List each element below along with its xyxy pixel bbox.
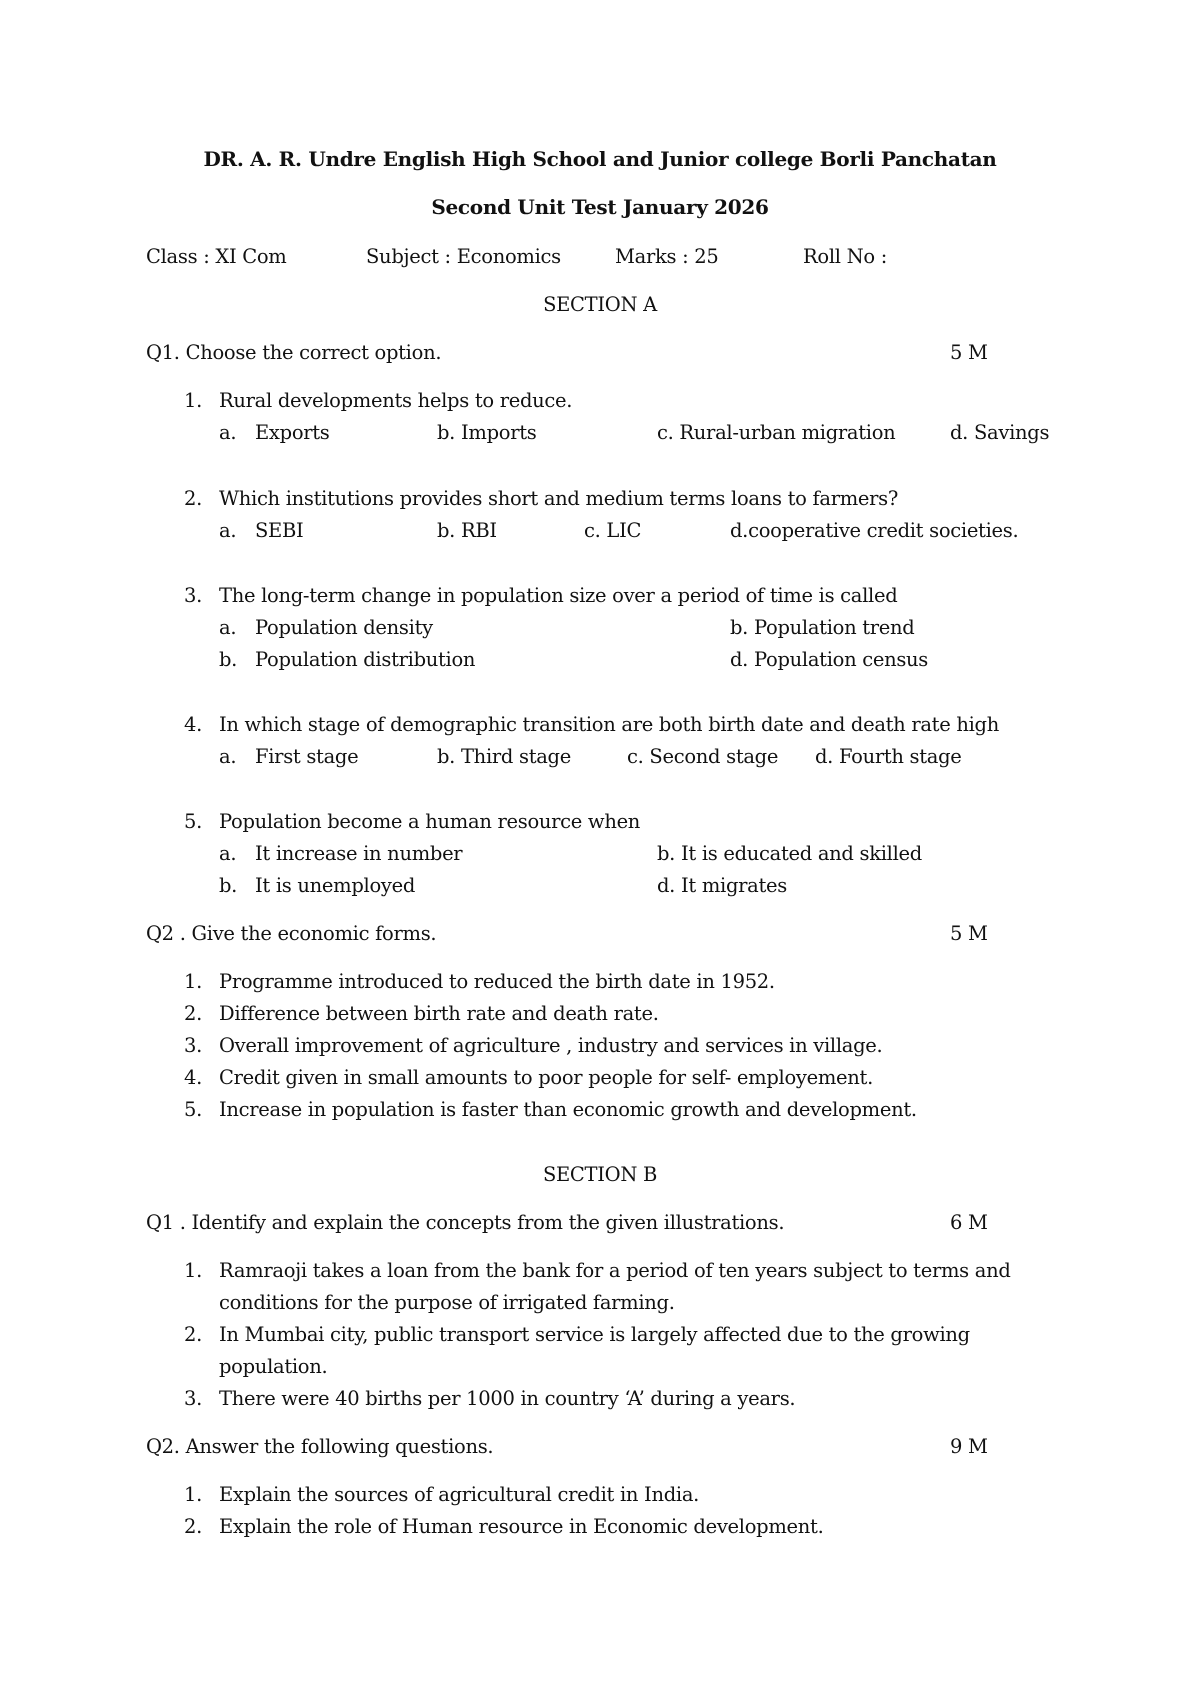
term-5-number: 5. [184,1098,203,1121]
mcq-1-number: 1. [184,389,203,412]
illustration-3-line-1: There were 40 births per 1000 in country ‘A’ during a years. [219,1387,796,1410]
mcq-1-option-a-letter: a. [219,421,237,444]
mcq-1-option-c: c. Rural-urban migration [657,421,896,444]
section-a-q1-marks: 5 M [950,341,988,364]
mcq-4-option-c: c. Second stage [627,745,779,768]
illustration-2-line-1: In Mumbai city, public transport service is largely affected due to the growing [219,1323,970,1346]
exam-title: Second Unit Test January 2026 [431,195,769,219]
section-a-title: SECTION A [543,293,657,316]
section-b-q1-marks: 6 M [950,1211,988,1234]
school-title: DR. A. R. Undre English High School and Junior college Borli Panchatan [203,147,997,171]
mcq-5-option-c-letter: b. [219,874,238,897]
section-a-q2-label: Q2 . Give the economic forms. [146,922,437,945]
mcq-1-question: Rural developments helps to reduce. [219,389,573,412]
mcq-4-option-d: d. Fourth stage [815,745,962,768]
class-label: Class : XI Com [146,245,287,268]
mcq-4-option-b: b. Third stage [437,745,571,768]
term-4-text: Credit given in small amounts to poor people for self- employement. [219,1066,873,1089]
mcq-3-option-c: Population distribution [255,648,476,671]
mcq-4-option-a-letter: a. [219,745,237,768]
mcq-2-option-b: b. RBI [437,519,497,542]
term-2-text: Difference between birth rate and death rate. [219,1002,659,1025]
mcq-2-option-c: c. LIC [584,519,642,542]
mcq-2-option-a-letter: a. [219,519,237,542]
mcq-3-option-a-letter: a. [219,616,237,639]
mcq-2-option-d: d.cooperative credit societies. [730,519,1019,542]
mcq-1-option-d: d. Savings [950,421,1050,444]
question-2-text: Explain the role of Human resource in Economic development. [219,1515,824,1538]
mcq-1-option-b: b. Imports [437,421,537,444]
mcq-3-option-b: b. Population trend [730,616,915,639]
mcq-3-option-a: Population density [255,616,433,639]
term-3-number: 3. [184,1034,203,1057]
term-1-text: Programme introduced to reduced the birth date in 1952. [219,970,775,993]
mcq-3-question: The long-term change in population size over a period of time is called [219,584,898,607]
question-1-number: 1. [184,1483,203,1506]
mcq-1-option-a: Exports [255,421,330,444]
section-b-q2-marks: 9 M [950,1435,988,1458]
marks-label: Marks : 25 [615,245,719,268]
illustration-1-line-2: conditions for the purpose of irrigated farming. [219,1291,675,1314]
term-5-text: Increase in population is faster than economic growth and development. [219,1098,917,1121]
mcq-5-option-a: It increase in number [255,842,463,865]
term-1-number: 1. [184,970,203,993]
mcq-5-option-b: b. It is educated and skilled [657,842,922,865]
mcq-3-option-d: d. Population census [730,648,929,671]
mcq-4-question: In which stage of demographic transition are both birth date and death rate high [219,713,999,736]
question-1-text: Explain the sources of agricultural credit in India. [219,1483,700,1506]
roll-no-label: Roll No : [803,245,887,268]
mcq-5-number: 5. [184,810,203,833]
mcq-4-number: 4. [184,713,203,736]
illustration-1-number: 1. [184,1259,203,1282]
section-a-q1-label: Q1. Choose the correct option. [146,341,442,364]
section-a-q2-marks: 5 M [950,922,988,945]
illustration-2-number: 2. [184,1323,203,1346]
section-b-title: SECTION B [542,1163,658,1186]
mcq-4-option-a: First stage [255,745,359,768]
mcq-5-question: Population become a human resource when [219,810,641,833]
subject-label: Subject : Economics [366,245,561,268]
mcq-3-option-c-letter: b. [219,648,238,671]
section-b-q2-label: Q2. Answer the following questions. [146,1435,494,1458]
mcq-3-number: 3. [184,584,203,607]
term-3-text: Overall improvement of agriculture , industry and services in village. [219,1034,883,1057]
mcq-2-question: Which institutions provides short and medium terms loans to farmers? [219,487,899,510]
mcq-5-option-a-letter: a. [219,842,237,865]
term-2-number: 2. [184,1002,203,1025]
term-4-number: 4. [184,1066,203,1089]
mcq-5-option-d: d. It migrates [657,874,787,897]
question-2-number: 2. [184,1515,203,1538]
mcq-2-option-a: SEBI [255,519,304,542]
illustration-2-line-2: population. [219,1355,328,1378]
mcq-5-option-c: It is unemployed [255,874,416,897]
illustration-1-line-1: Ramraoji takes a loan from the bank for a period of ten years subject to terms and [219,1259,1011,1282]
illustration-3-number: 3. [184,1387,203,1410]
mcq-2-number: 2. [184,487,203,510]
section-b-q1-label: Q1 . Identify and explain the concepts from the given illustrations. [146,1211,785,1234]
